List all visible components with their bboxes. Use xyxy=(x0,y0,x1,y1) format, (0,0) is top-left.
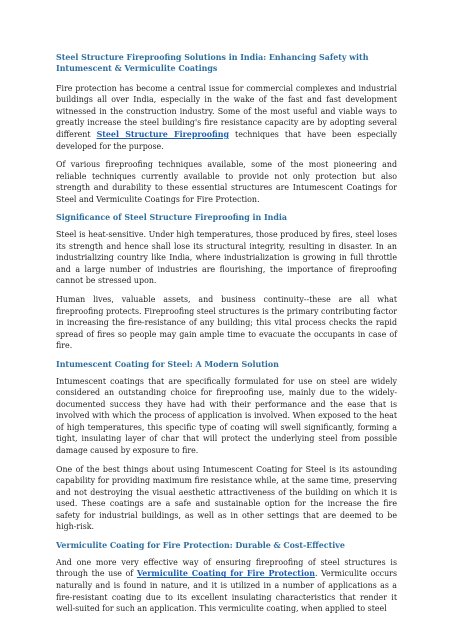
steel-structure-fireproofing-link[interactable]: Steel Structure Fireproofing xyxy=(96,130,230,139)
intro-p1-text-after: techniques that have been especially developed for the purpose. xyxy=(56,130,397,151)
significance-paragraph-1: Steel is heat-sensitive. Under high temperatures, those produced by fires, steel loses its strength and hence shall lose its structural integrity, resulting in disaster. In an industrializing country like India, where industrialization is growing in full throttle and a large number of industries are flourishing, the importance of fireproofing cannot be stressed upon. xyxy=(56,230,397,286)
document-title: Steel Structure Fireproofing Solutions in India: Enhancing Safety with Intumescent & Vermiculite Coatings xyxy=(56,53,369,74)
section-heading-intumescent: Intumescent Coating for Steel: A Modern Solution xyxy=(56,359,279,369)
vermiculite-p1-text-after: . Vermiculite occurs naturally and is found in nature, and it is utilized in a number of applications as a fire-resistant coating due to its excellent insulating characteristics that render it well-suited for such an application. This vermiculite coating, when applied to steel xyxy=(56,569,397,614)
intumescent-paragraph-2: One of the best things about using Intumescent Coating for Steel is its astounding capability for providing maximum fire resistance while, at the same time, preserving and not destroying the visual aesthetic attractiveness of the building on which it is used. These coatings are a safe and sustainable option for the increase the fire safety for industrial buildings, as well as in other settings that are deemed to be high-risk. xyxy=(56,464,397,532)
section-heading-vermiculite: Vermiculite Coating for Fire Protection: Durable & Cost-Effective xyxy=(56,540,345,550)
vermiculite-p1-text-before: And one more very effective way of ensuring fireproofing of steel structures is through the use of xyxy=(56,557,397,579)
vermiculite-paragraph-1 xyxy=(56,557,397,615)
intumescent-paragraph-1: Intumescent coatings that are specifically formulated for use on steel are widely considered an outstanding choice for fireproofing use, mainly due to the widely-documented success they have had with their performance and the ease that is involved with which the process of application is involved. When exposed to the heat of high temperatures, this specific type of coating will swell significantly, forming a tight, insulating layer of char that will protect the underlying steel from possible damage caused by exposure to fire. xyxy=(56,376,397,456)
section-heading-significance: Significance of Steel Structure Fireproofing in India xyxy=(56,213,288,223)
significance-paragraph-2: Human lives, valuable assets, and business continuity--these are all what fireproofing protects. Fireproofing steel structures is the primary contributing factor in increasing the fire-resistance of any building; this vital process checks the rapid spread of fires so people may gain ample time to evacuate the occupants in case of fire. xyxy=(56,295,397,351)
intro-paragraph-1 xyxy=(56,83,397,152)
intro-paragraph-2: Of various fireproofing techniques available, some of the most pioneering and reliable techniques currently available to provide not only protection but also strength and durability to these essential structures are Intumescent Coatings for Steel and Vermiculite Coatings for Fire Protection. xyxy=(56,160,397,204)
vermiculite-coating-link[interactable]: Vermiculite Coating for Fire Protection xyxy=(136,569,315,579)
intro-p1-text-before: Fire protection has become a central issue for commercial complexes and industrial buildings all over India, especially in the wake of the fast and fast development witnessed in the construction industry. Some of the most useful and viable ways to greatly increase the steel building's fire resistance capacity are by adopting several different xyxy=(56,83,397,139)
